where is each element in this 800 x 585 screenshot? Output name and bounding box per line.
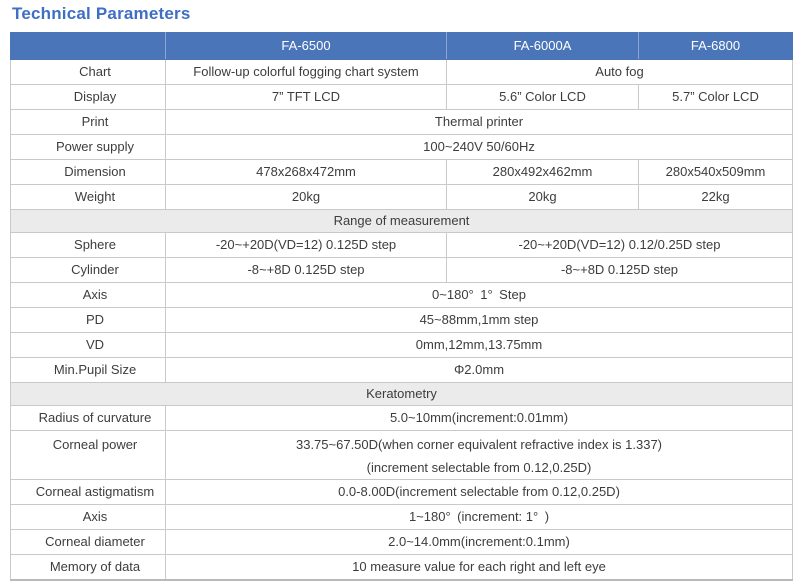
row-cylinder (11, 258, 793, 283)
row-display-fa6800: 5.7” Color LCD (639, 85, 793, 110)
row-corneal-diameter (11, 530, 793, 555)
row-print-value: Thermal printer (166, 110, 793, 135)
row-display-fa6000a: 5.6” Color LCD (447, 85, 639, 110)
row-weight-label: Weight (11, 185, 166, 210)
row-sphere-fa6500: -20~+20D(VD=12) 0.125D step (166, 233, 447, 258)
row-power-supply-label: Power supply (11, 135, 166, 160)
row-weight-fa6500: 20kg (166, 185, 447, 210)
row-corneal-power (11, 431, 793, 480)
row-axis-range (11, 283, 793, 308)
row-corneal-power-label: Corneal power (11, 431, 166, 480)
corneal-power-line1: 33.75~67.50D(when corner equivalent refractive index is 1.337) (295, 437, 663, 452)
row-corneal-astigmatism-label: Corneal astigmatism (11, 480, 166, 505)
row-min-pupil-size (11, 358, 793, 383)
row-print (11, 110, 793, 135)
page-title: Technical Parameters (12, 4, 191, 23)
row-cylinder-fa6000a-fa6800: -8~+8D 0.125D step (447, 258, 793, 283)
row-chart-fa6000a-fa6800: Auto fog (447, 60, 793, 85)
row-dimension (11, 160, 793, 185)
row-cylinder-fa6500: -8~+8D 0.125D step (166, 258, 447, 283)
header-model-fa6000a: FA-6000A (447, 33, 639, 60)
row-display (11, 85, 793, 110)
row-corneal-power-value (166, 431, 793, 480)
section-keratometry (11, 383, 793, 406)
row-min-pupil-size-value: Φ2.0mm (166, 358, 793, 383)
row-dimension-fa6800: 280x540x509mm (639, 160, 793, 185)
row-vd (11, 333, 793, 358)
row-chart-fa6500: Follow-up colorful fogging chart system (166, 60, 447, 85)
row-pd (11, 308, 793, 333)
row-radius-of-curvature-label: Radius of curvature (11, 406, 166, 431)
header-model-fa6800: FA-6800 (639, 33, 793, 60)
row-pd-label: PD (11, 308, 166, 333)
row-sphere-label: Sphere (11, 233, 166, 258)
row-power-supply (11, 135, 793, 160)
row-sphere (11, 233, 793, 258)
row-dimension-fa6000a: 280x492x462mm (447, 160, 639, 185)
row-vd-label: VD (11, 333, 166, 358)
row-cylinder-label: Cylinder (11, 258, 166, 283)
row-axis-keratometry (11, 505, 793, 530)
row-radius-of-curvature (11, 406, 793, 431)
row-axis-keratometry-value: 1~180° (increment: 1° ) (166, 505, 793, 530)
section-range-title: Range of measurement (11, 210, 793, 233)
section-range-of-measurement (11, 210, 793, 233)
row-corneal-astigmatism (11, 480, 793, 505)
row-chart (11, 60, 793, 85)
row-axis-range-value: 0~180° 1° Step (166, 283, 793, 308)
row-display-label: Display (11, 85, 166, 110)
row-display-fa6500: 7” TFT LCD (166, 85, 447, 110)
row-chart-label: Chart (11, 60, 166, 85)
row-corneal-astigmatism-value: 0.0-8.00D(increment selectable from 0.12,0.25D) (166, 480, 793, 505)
row-min-pupil-size-label: Min.Pupil Size (11, 358, 166, 383)
row-weight-fa6800: 22kg (639, 185, 793, 210)
section-keratometry-title: Keratometry (11, 383, 793, 406)
header-blank-cell (11, 33, 166, 60)
row-pd-value: 45~88mm,1mm step (166, 308, 793, 333)
row-sphere-fa6000a-fa6800: -20~+20D(VD=12) 0.12/0.25D step (447, 233, 793, 258)
row-power-supply-value: 100~240V 50/60Hz (166, 135, 793, 160)
row-print-label: Print (11, 110, 166, 135)
row-axis-keratometry-label: Axis (11, 505, 166, 530)
corneal-power-line2: (increment selectable from 0.12,0.25D) (366, 460, 592, 475)
row-weight (11, 185, 793, 210)
row-radius-of-curvature-value: 5.0~10mm(increment:0.01mm) (166, 406, 793, 431)
row-weight-fa6000a: 20kg (447, 185, 639, 210)
row-corneal-diameter-label: Corneal diameter (11, 530, 166, 555)
row-dimension-label: Dimension (11, 160, 166, 185)
row-corneal-diameter-value: 2.0~14.0mm(increment:0.1mm) (166, 530, 793, 555)
table-header-row (11, 33, 793, 60)
row-dimension-fa6500: 478x268x472mm (166, 160, 447, 185)
row-axis-range-label: Axis (11, 283, 166, 308)
row-vd-value: 0mm,12mm,13.75mm (166, 333, 793, 358)
row-memory-of-data-value: 10 measure value for each right and left eye (166, 555, 793, 580)
row-memory-of-data (11, 555, 793, 580)
row-memory-of-data-label: Memory of data (11, 555, 166, 580)
spec-table (10, 32, 793, 581)
header-model-fa6500: FA-6500 (166, 33, 447, 60)
